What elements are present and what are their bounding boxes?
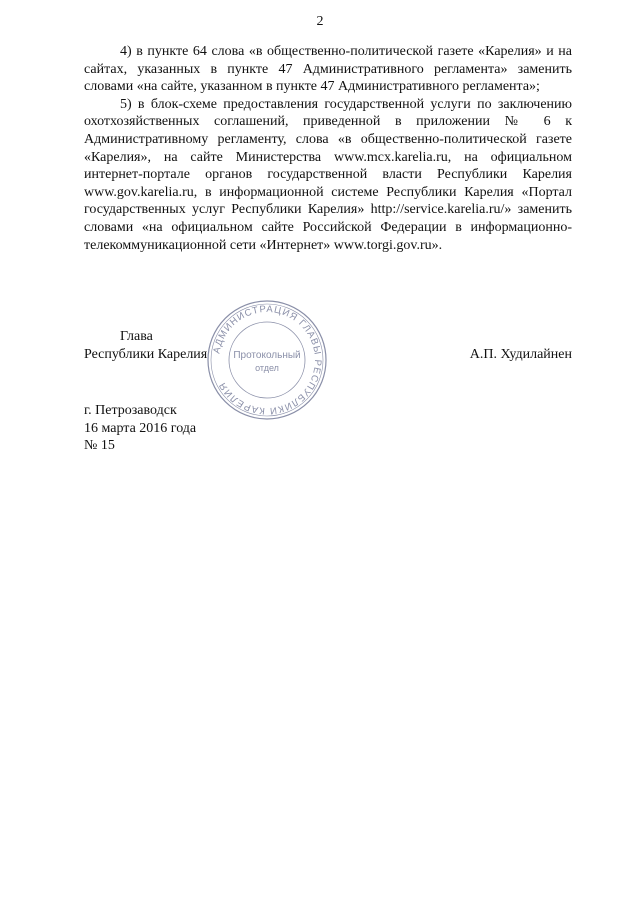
page-number: 2 <box>316 14 324 29</box>
paragraph-item-5: 5) в блок-схеме предоставления государственной услуги по заключению охотхозяйственных соглашений, приведенной в приложении № 6 к Административному регламенту, слова «в общественно-политической газете «Карелия», на сайте Министерства www.mcx.karelia.ru, на официальном интернет-портале органов государственной власти Республики Карелия www.gov.karelia.ru, в информационной системе Республики Карелия «Портал государственных услуг Республики Карелия» http://service.karelia.ru/» заменить словами «на официальном сайте Российской Федерации в информационно-телекоммуникационной сети «Интернет» www.torgi.gov.ru». <box>84 96 572 253</box>
city-line: г. Петрозаводск <box>84 403 177 418</box>
signatory-title-line2: Республики Карелия <box>84 347 208 362</box>
place-date-block <box>84 402 196 455</box>
paragraph-item-4: 4) в пункте 64 слова «в общественно-политической газете «Карелия» и на сайтах, указанных в пункте 47 Административного регламента» заменить словами «на сайте, указанном в пункте 47 Административного регламента»; <box>84 44 572 95</box>
date-line: 16 марта 2016 года <box>84 420 197 436</box>
signatory-name: А.П. Худилайнен <box>469 347 572 362</box>
signatory-title-line1: Глава <box>120 329 153 344</box>
document-body <box>84 43 572 254</box>
stamp-inner-line1: Протокольный <box>233 350 301 361</box>
stamp-inner-line2: отдел <box>255 363 279 373</box>
stamp-outer-text: АДМИНИСТРАЦИЯ ГЛАВЫ РЕСПУБЛИКИ КАРЕЛИЯ <box>211 303 324 417</box>
official-stamp <box>205 298 329 422</box>
document-number: № 15 <box>84 438 115 454</box>
